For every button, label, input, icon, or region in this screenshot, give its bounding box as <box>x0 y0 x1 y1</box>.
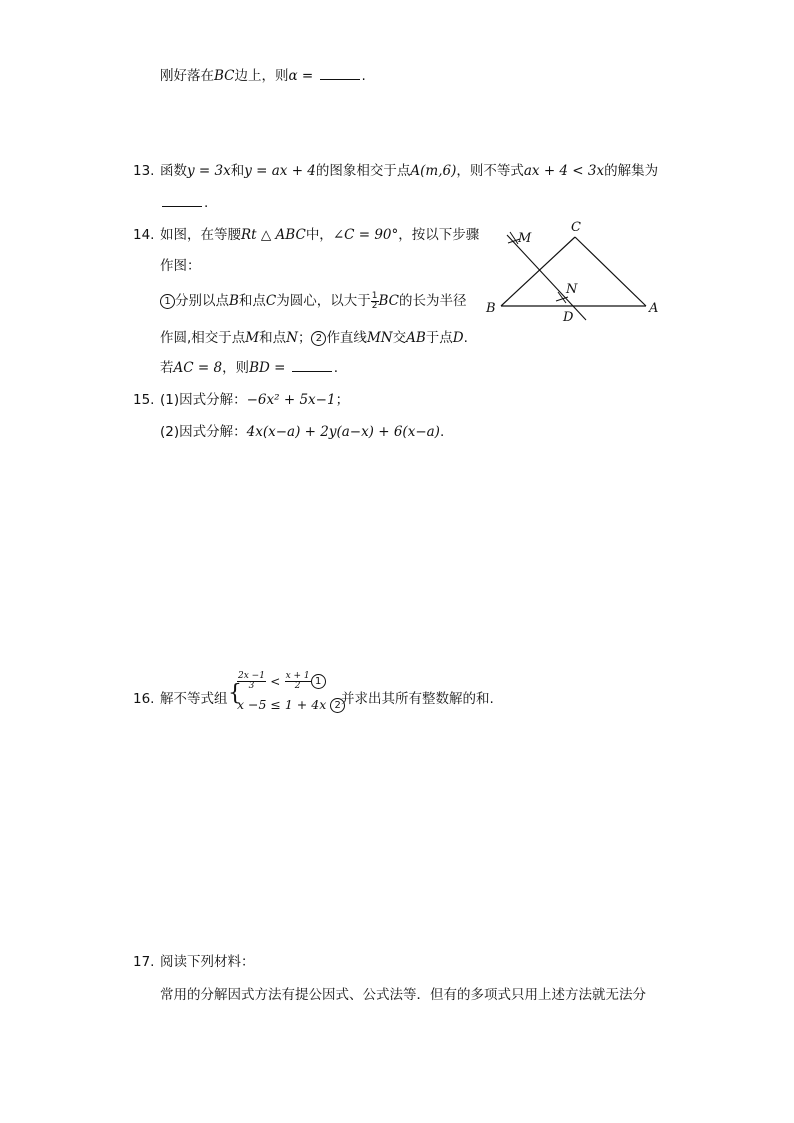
question-number: 15. <box>133 392 155 408</box>
label-d: D <box>563 310 574 325</box>
fraction <box>237 672 266 691</box>
system-brace: { <box>228 681 242 706</box>
numerator: 2x −1 <box>238 671 265 681</box>
math: C <box>265 293 277 309</box>
q14-line4 <box>160 328 468 348</box>
numerator: 1 <box>371 290 378 301</box>
question-number: 17. <box>133 954 155 970</box>
system-row-2 <box>237 697 345 713</box>
text: . <box>439 424 445 440</box>
text: 交 <box>392 330 407 346</box>
text: 刚好落在 <box>160 68 214 84</box>
text: 中， <box>305 227 333 243</box>
denominator: 2 <box>294 681 301 691</box>
denominator: 3 <box>248 681 255 691</box>
math: D <box>452 330 464 346</box>
math: AC = 8 <box>173 360 223 376</box>
q14-line1 <box>160 225 479 245</box>
denominator: 2 <box>371 300 378 311</box>
text: 作直线 <box>326 330 367 346</box>
system-row-1 <box>237 672 326 691</box>
triangle-figure <box>480 215 670 325</box>
text: 的图象相交于点 <box>315 163 411 179</box>
text: ，则 <box>222 360 250 376</box>
segment-ca <box>575 237 646 306</box>
text: (1)因式分解： <box>160 392 247 408</box>
math: N <box>286 330 298 346</box>
q14-line5 <box>160 358 338 378</box>
circled-number: 1 <box>160 294 175 309</box>
q16-lead: 解不等式组 <box>160 691 228 707</box>
q13-line1 <box>160 161 658 181</box>
text: 若 <box>160 360 174 376</box>
q14-line3 <box>160 291 467 311</box>
math: −6x² + 5x−1 <box>246 392 336 408</box>
text: 的解集为 <box>604 163 659 179</box>
math: ∠C = 90° <box>332 227 399 243</box>
math: BC <box>378 293 400 309</box>
text: 为圆心，以大于 <box>276 293 371 309</box>
math: M <box>245 330 260 346</box>
math: y = 3x <box>187 163 231 179</box>
text: ； <box>297 330 312 346</box>
circled-number: 2 <box>311 331 326 346</box>
math: 4x(x−a) + 2y(a−x) + 6(x−a) <box>246 424 440 440</box>
text: 函数 <box>160 163 187 179</box>
numerator: x + 1 <box>285 671 310 681</box>
text: . <box>463 330 468 346</box>
circled-number: 1 <box>311 674 326 689</box>
q17-line1: 阅读下列材料： <box>160 954 255 970</box>
math: BC <box>214 68 235 84</box>
math: ax + 4 < 3x <box>523 163 605 179</box>
text: 作圆,相交于点 <box>160 330 246 346</box>
line-mn <box>507 235 586 320</box>
math: MN <box>366 330 393 346</box>
text: 和 <box>230 163 245 179</box>
question-number: 14. <box>133 227 155 243</box>
question-number: 16. <box>133 691 155 707</box>
math: B <box>229 293 239 309</box>
q12-tail <box>160 66 366 86</box>
text: 和点 <box>238 293 266 309</box>
circled-number: 2 <box>330 698 345 713</box>
label-n: N <box>566 282 578 297</box>
label-m: M <box>518 231 532 246</box>
fraction <box>285 672 311 691</box>
text: 于点 <box>425 330 453 346</box>
math: α <box>288 68 298 84</box>
answer-blank[interactable] <box>162 194 202 207</box>
label-c: C <box>571 220 581 235</box>
math: BD = <box>249 360 290 376</box>
math: x −5 ≤ 1 + 4x <box>237 697 327 712</box>
text: 和点 <box>259 330 287 346</box>
fraction <box>371 292 379 311</box>
text: 分别以点 <box>175 293 229 309</box>
text: ； <box>335 392 350 408</box>
answer-blank[interactable] <box>292 359 332 372</box>
q15-part2 <box>160 422 444 442</box>
text: 边上，则 <box>234 68 289 84</box>
text: . <box>204 195 209 211</box>
math: Rt △ ABC <box>241 227 306 243</box>
text: 的长为半径 <box>399 293 467 309</box>
q16-tail: 并求出其所有整数解的和. <box>341 691 494 707</box>
text: (2)因式分解： <box>160 424 247 440</box>
q17-line2: 常用的分解因式方法有提公因式、公式法等．但有的多项式只用上述方法就无法分 <box>160 987 646 1003</box>
math: AB <box>406 330 426 346</box>
q14-line2: 作图： <box>160 258 201 274</box>
q15-part1 <box>160 390 349 410</box>
q13-line2 <box>160 193 208 213</box>
text: ，则不等式 <box>456 163 524 179</box>
text: ，按以下步骤 <box>398 227 480 243</box>
math: y = ax + 4 <box>244 163 316 179</box>
text: . <box>333 360 338 376</box>
math: A(m,6) <box>410 163 457 179</box>
text: = <box>297 68 318 84</box>
question-number: 13. <box>133 163 155 179</box>
answer-blank[interactable] <box>320 67 360 80</box>
text: . <box>361 68 366 84</box>
label-b: B <box>486 301 496 316</box>
math: < <box>270 674 281 689</box>
text: 如图，在等腰 <box>160 227 241 243</box>
label-a: A <box>649 301 659 316</box>
